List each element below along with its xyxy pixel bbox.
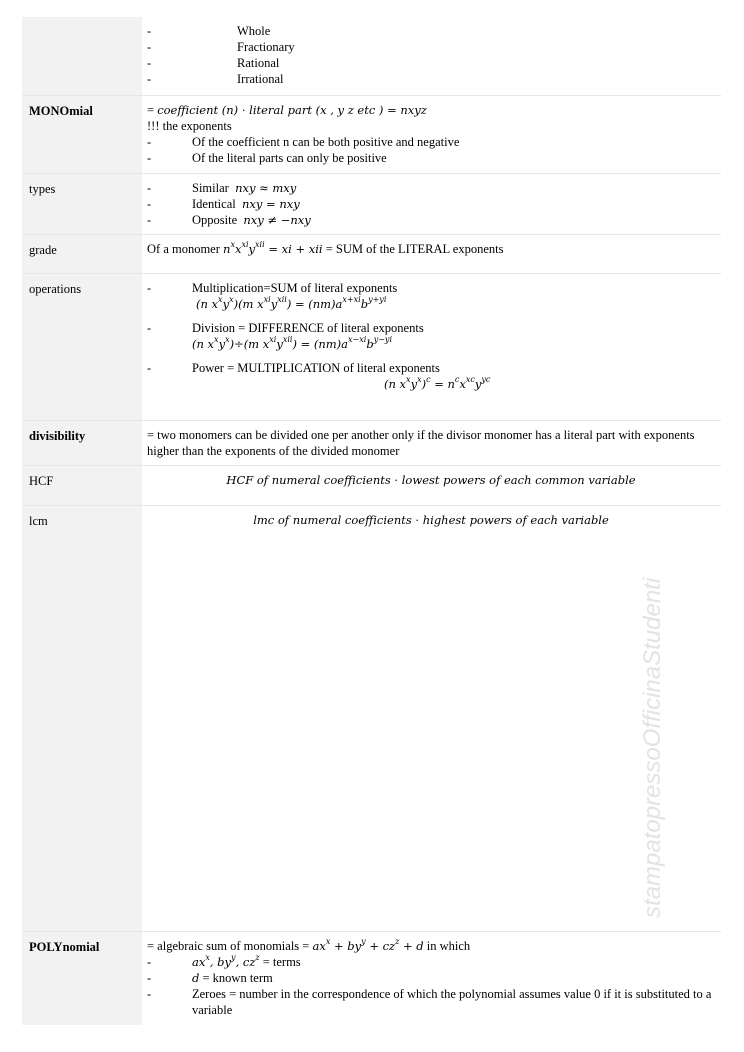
- content-grade: [142, 234, 721, 273]
- spacer: [147, 312, 715, 320]
- list-item: - Power = MULTIPLICATION of literal exponents (n $x^xy^x)^c = n^cx^{xc}y^{yc}$: [147, 360, 715, 392]
- list-item: - $ax^x$, $by^y$, $cz^z$ = terms: [147, 952, 301, 969]
- list-item: - d = known term: [147, 970, 273, 985]
- polynomial-list: [147, 954, 715, 1018]
- list-item: - Opposite nxy ≠ −nxy: [147, 212, 311, 227]
- hcf-formula: HCF of numeral coefficients · lowest powers of each common variable: [226, 472, 636, 487]
- operations-list: [147, 280, 715, 392]
- row-grade: [22, 234, 721, 273]
- lcm-formula: lmc of numeral coefficients · highest powers of each variable: [253, 512, 609, 527]
- list-item: - Zeroes = number in the correspondence of which the polynomial assumes value 0 if it is substituted to a variable: [147, 986, 712, 1017]
- list-item: - Irrational: [147, 72, 284, 86]
- types-list: [147, 180, 715, 228]
- list-item: - Identical nxy = nxy: [147, 196, 300, 211]
- row-operations: [22, 273, 721, 420]
- grade-definition: Of a monomer $n^xx^{xi}y^{xii}$ = xi + xii = SUM of the LITERAL exponents: [147, 239, 504, 256]
- label-divisibility: divisibility: [22, 420, 142, 465]
- content-lcm: [142, 505, 721, 931]
- label-hcf: HCF: [22, 465, 142, 505]
- list-item: - Of the coefficient n can be both positive and negative: [147, 134, 460, 149]
- content-operations: [142, 273, 721, 420]
- list-item: - Division = DIFFERENCE of literal exponents (n $x^xy^x)\div(m$ $x^{xi}y^{xii}) = (nm)a^{x-xi}b^{y-yi}$: [147, 320, 715, 352]
- watermark-text: stampatopressoOfficinaStudenti: [639, 577, 666, 918]
- list-item: - Fractionary: [147, 40, 295, 54]
- list-item: - Of the literal parts can only be positive: [147, 150, 387, 165]
- content-polynomial: [142, 931, 721, 1025]
- list-item: - Similar nxy ≈ mxy: [147, 180, 297, 195]
- list-item: - Whole: [147, 24, 271, 38]
- label-polynomial: POLYnomial: [22, 931, 142, 1025]
- row-number-sets: [22, 17, 721, 95]
- content-types: [142, 173, 721, 234]
- power-formula: (n $x^xy^x)^c = n^cx^{xc}y^{yc}$: [384, 374, 491, 391]
- watermark-text-svg: [636, 538, 666, 918]
- row-lcm: [22, 505, 721, 931]
- label-grade: grade: [22, 234, 142, 273]
- polynomial-definition: = algebraic sum of monomials = $ax^x + by^y + cz^z + d$ in which: [147, 936, 471, 953]
- division-formula: (n $x^xy^x)\div(m$ $x^{xi}y^{xii}) = (nm)a^{x-xi}b^{y-yi}$: [192, 334, 393, 351]
- content-hcf: [142, 465, 721, 505]
- label-types: types: [22, 173, 142, 234]
- row-polynomial: [22, 931, 721, 1025]
- row-types: [22, 173, 721, 234]
- row-divisibility: [22, 420, 721, 465]
- notes-table: [22, 17, 721, 1025]
- content-number-sets: [142, 17, 721, 95]
- label-operations: operations: [22, 273, 142, 420]
- list-item: - Rational: [147, 56, 280, 70]
- label-cell-empty: [22, 17, 142, 95]
- watermark: [636, 538, 666, 918]
- notes-table-page: [22, 17, 721, 1025]
- label-lcm: lcm: [22, 505, 142, 931]
- spacer: [147, 352, 715, 360]
- row-monomial: [22, 95, 721, 173]
- exponents-intro: !!! the exponents: [147, 118, 232, 133]
- content-monomial: [142, 95, 721, 173]
- content-divisibility: = two monomers can be divided one per another only if the divisor monomer has a literal part with exponents higher than the exponents of the divided monomer: [147, 427, 695, 458]
- exponents-list: [147, 134, 715, 166]
- number-set-list: [147, 23, 715, 87]
- row-hcf: [22, 465, 721, 505]
- list-item: - Multiplication=SUM of literal exponents (n $x^xy^x)(m$ $x^{xi}y^{xii}) = (nm)a^{x+xi}b^{y+yi}$: [147, 280, 715, 312]
- monomial-definition: = coefficient (n) · literal part (x , y z etc ) = nxyz: [147, 102, 427, 117]
- label-monomial: MONOmial: [22, 95, 142, 173]
- grade-formula: $n^xx^{xi}y^{xii}$ = xi + xii: [223, 239, 323, 256]
- multiplication-formula: (n $x^xy^x)(m$ $x^{xi}y^{xii}) = (nm)a^{x+xi}b^{y+yi}$: [196, 294, 387, 311]
